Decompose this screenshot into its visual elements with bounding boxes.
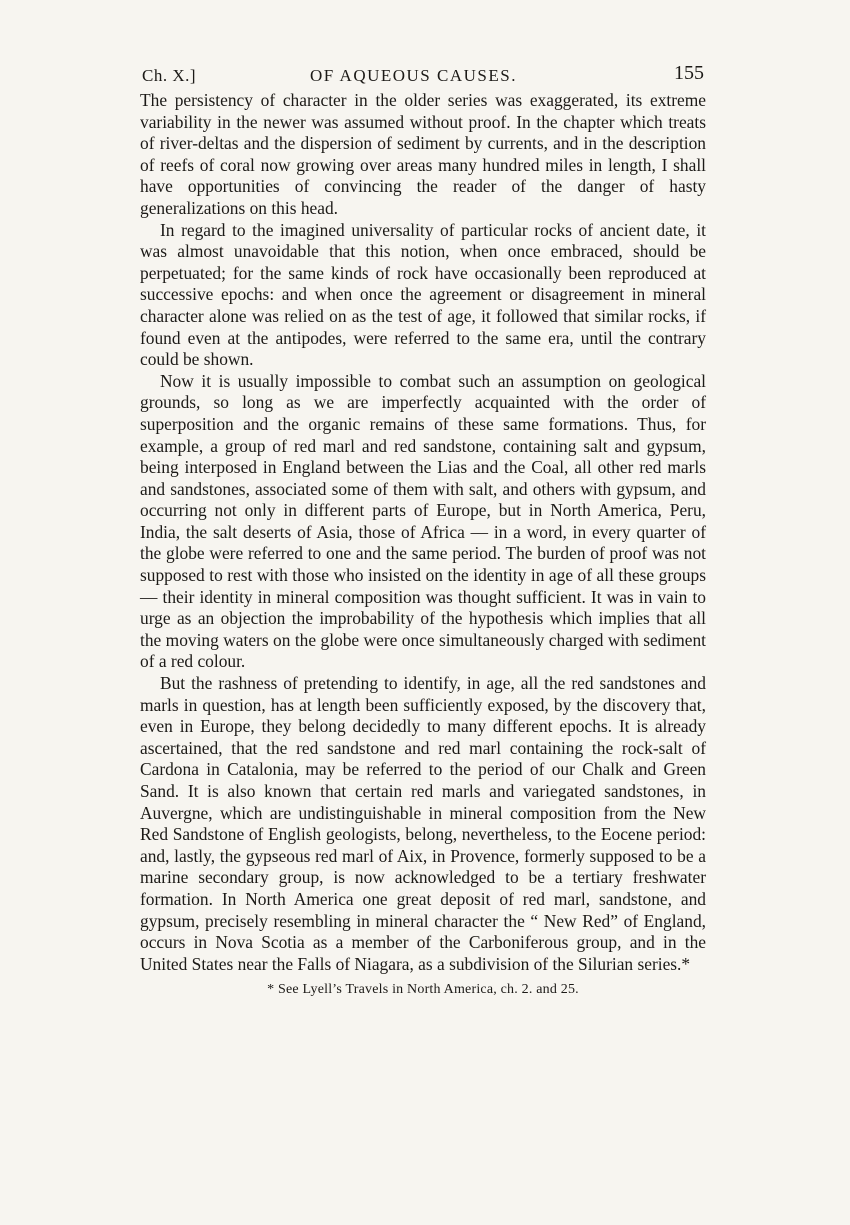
paragraph-4: But the rashness of pretending to identify, in age, all the red sandstones and marls in question, has at length been sufficiently exposed, by the discovery that, even in Europe, they belong decidedly to many different epochs. It is already ascertained, that the red sandstone and red marl containing the rock-salt of Cardona in Catalonia, may be referred to the period of our Chalk and Green Sand. It is also known that certain red marls and variegated sandstones, in Auvergne, which are undistinguishable in mineral composition from the New Red Sandstone of English geologists, belong, nevertheless, to the Eocene period: and, lastly, the gypseous red marl of Aix, in Provence, formerly supposed to be a marine secondary group, is now acknowledged to be a tertiary freshwater formation. In North America one great deposit of red marl, sandstone, and gypsum, precisely resembling in mineral character the “ New Red” of England, occurs in Nova Scotia as a member of the Carboniferous group, and in the United States near the Falls of Niagara, as a subdivision of the Silurian series.* — [140, 673, 706, 974]
paragraph-1: The persistency of character in the older series was exaggerated, its extreme variability in the newer was assumed without proof. In the chapter which treats of river-deltas and the dispersion of sediment by currents, and in the description of reefs of coral now growing over areas many hundred miles in length, I shall have opportunities of convincing the reader of the danger of hasty generalizations on this head. — [140, 90, 706, 218]
page-number: 155 — [674, 62, 704, 84]
paragraph-2: In regard to the imagined universality of particular rocks of ancient date, it was almost unavoidable that this notion, when once embraced, should be perpetuated; for the same kinds of rock have occasionally been reproduced at successive epochs: and when once the agreement or disagreement in mineral character alone was relied on as the test of age, it followed that similar rocks, if found even at the antipodes, were referred to the same era, until the contrary could be shown. — [140, 219, 706, 370]
running-head — [140, 62, 706, 90]
footnote: * See Lyell’s Travels in North America, ch. 2. and 25. — [267, 982, 579, 998]
body-text — [140, 90, 706, 975]
paragraph-3: Now it is usually impossible to combat such an assumption on geological grounds, so long as we are imperfectly acquainted with the order of superposition and the organic remains of these same formations. Thus, for example, a group of red marl and red sandstone, containing salt and gypsum, being interposed in England between the Lias and the Coal, all other red marls and sandstones, associated some of them with salt, and others with gypsum, and occurring not only in different parts of Europe, but in North America, Peru, India, the salt deserts of Asia, those of Africa — in a word, in every quarter of the globe were referred to one and the same period. The burden of proof was not supposed to rest with those who insisted on the identity in age of all these groups — their identity in mineral composition was thought sufficient. It was in vain to urge as an objection the improbability of the hypothesis which implies that all the moving waters on the globe were once simultaneously charged with sediment of a red colour. — [140, 370, 706, 672]
book-page — [140, 62, 706, 998]
chapter-marker: Ch. X.] — [142, 66, 197, 85]
running-title: OF AQUEOUS CAUSES. — [310, 66, 517, 85]
